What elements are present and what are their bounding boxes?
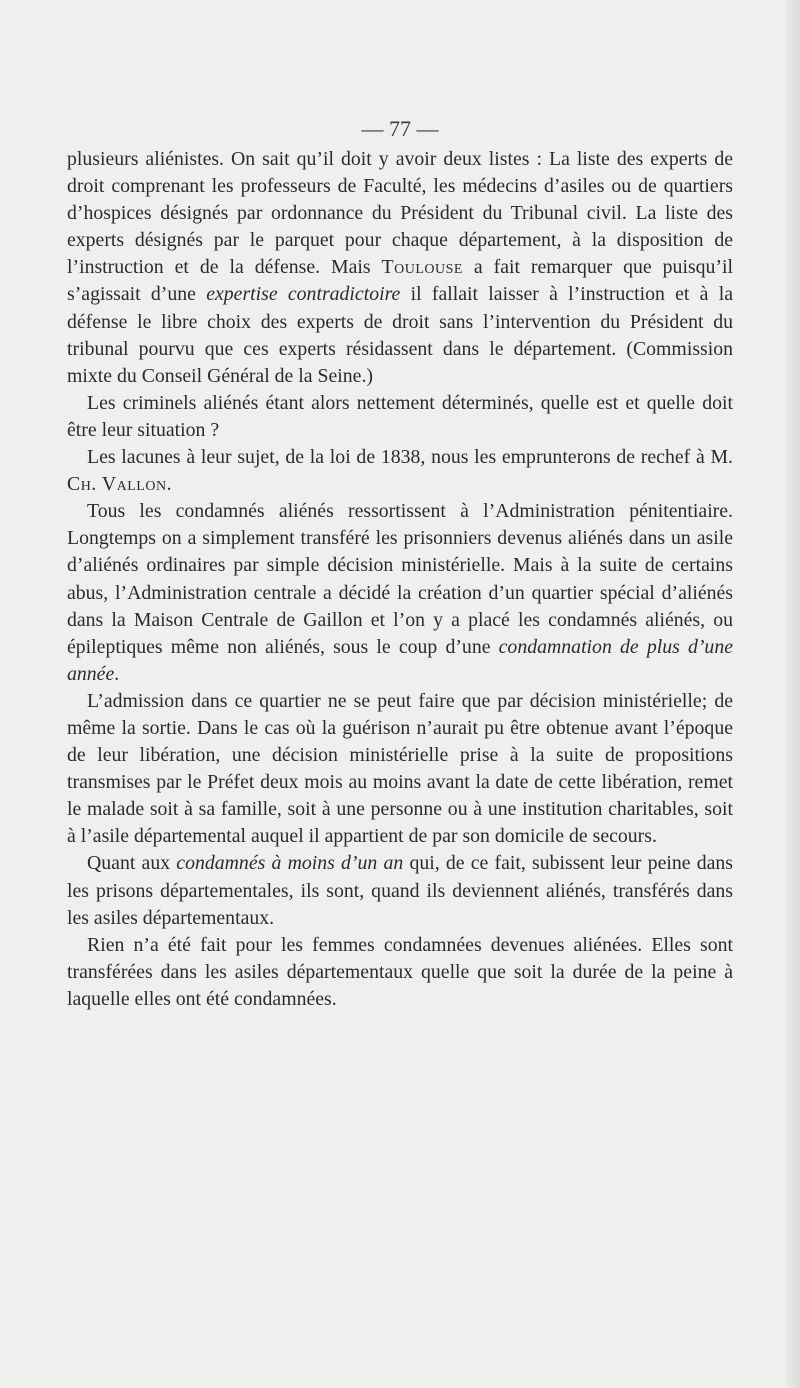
paragraph-4-part-b: .: [114, 662, 120, 685]
paragraph-1: [67, 146, 733, 390]
body-text: [67, 146, 733, 1013]
paragraph-7: Rien n’a été fait pour les femmes condamnées devenues aliénées. Elles sont transférées dans les asiles départementaux quelle que soit la durée de la peine à laquelle elles ont été condamnées.: [67, 933, 733, 1010]
paragraph-6-part-a: Quant aux: [87, 852, 177, 875]
italic-expertise-contradictoire: expertise contradictoire: [206, 283, 401, 306]
paragraph-1-part-a: plusieurs aliénistes. On sait qu’il doit y avoir deux listes : La liste des experts de droit comprenant les professeurs de Faculté, les médecins d’asiles ou de quartiers d’hospices désignés par ordonnance du Président du Tribunal civil. La liste des experts désignés par le parquet pour chaque département, à la disposition de l’instruction et de la défense. Mais: [67, 148, 733, 279]
paragraph-6-part-b: qui, de ce fait, subissent leur peine dans les prisons départementales, ils sont, quand ils deviennent aliénés, transférés dans les asiles départementaux.: [67, 852, 733, 929]
paragraph-4-part-a: Tous les condamnés aliénés ressortissent à l’Administration pénitentiaire. Longtemps on a simplement transféré les prisonniers devenus aliénés dans un asile d’aliénés ordinaires par simple décision ministérielle. Mais à la suite de certains abus, l’Administration centrale a décidé la création d’un quartier spécial d’aliénés dans la Maison Centrale de Gaillon et l’on y a placé les condamnés aliénés, ou épileptiques même non aliénés, sous le coup d’une: [67, 500, 733, 658]
author-name-toulouse: Toulouse: [381, 256, 463, 279]
page-edge: [786, 0, 800, 1388]
paragraph-2: Les criminels aliénés étant alors nettement déterminés, quelle est et quelle doit être leur situation ?: [67, 391, 733, 441]
paragraph-3: [67, 444, 733, 498]
paragraph-1-part-c: il fallait laisser à l’instruction et à la défense le libre choix des experts de droit sans l’intervention du Président du tribunal pourvu que ces experts résidassent dans le département. (Commission mixte du Conseil Général de la Seine.): [67, 283, 734, 387]
page-number: — 77 —: [361, 116, 439, 141]
paragraph-1-part-b: a fait remarquer que puisqu’il s’agissait d’une: [67, 256, 733, 306]
paragraph-5: L’admission dans ce quartier ne se peut faire que par décision ministérielle; de même la sortie. Dans le cas où la guérison n’aurait pu être obtenue avant l’époque de leur libération, une décision ministérielle prise à la suite de propositions transmises par le Préfet deux mois au moins avant la date de cette libération, remet le malade soit à sa famille, soit à une personne ou à une institution charitables, soit à l’asile départemental auquel il appartient de par son domicile de secours.: [67, 689, 733, 848]
paragraph-3-part-a: Les lacunes à leur sujet, de la loi de 1838, nous les emprunterons de rechef à M.: [87, 446, 733, 469]
italic-condamnation: condamnation de plus d’une année: [67, 635, 733, 685]
paragraph-4: [67, 498, 733, 688]
paragraph-6: [67, 850, 733, 931]
paragraph-3-part-b: .: [166, 473, 172, 496]
author-name-vallon: Ch. Vallon: [67, 473, 167, 496]
italic-condamnes-moins-un-an: condamnés à moins d’un an: [176, 852, 404, 875]
